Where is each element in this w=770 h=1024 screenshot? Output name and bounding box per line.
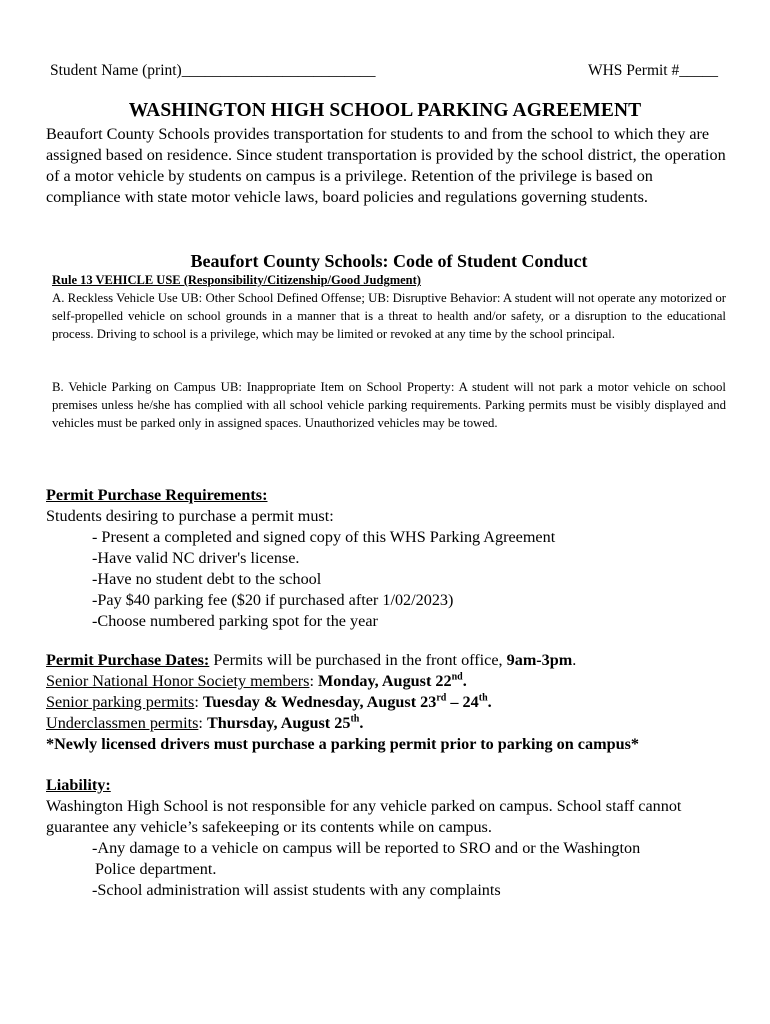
rule-heading: Rule 13 VEHICLE USE (Responsibility/Citizenship/Good Judgment) — [52, 273, 421, 287]
period: . — [487, 693, 492, 711]
nhs-date-suffix: nd — [451, 671, 463, 683]
rule-paragraph-b: B. Vehicle Parking on Campus UB: Inappropriate Item on School Property: A student will not park a motor vehicle on school premises unless he/she has complied with all school vehicle parking requirements. Parking permits must be visibly displayed and vehicles must be parked only in assigned spaces. Unauthorized vehicles may be towed. — [52, 380, 726, 430]
senior-date: Tuesday & Wednesday, August 23 — [202, 693, 437, 711]
underclassmen-date-suffix: th — [350, 713, 360, 725]
requirement-item: -Choose numbered parking spot for the year — [92, 612, 378, 630]
liability-item-continued: Police department. — [95, 860, 217, 878]
underclassmen-label: Underclassmen permits — [46, 714, 199, 732]
intro-paragraph: Beaufort County Schools provides transportation for students to and from the school to which they are assigned based on residence. Since student transportation is provided by the school district, the operation of a motor vehicle by students on campus is a privilege. Retention of the privilege is based on compliance with state motor vehicle laws, board policies and regulations governing students. — [46, 125, 726, 206]
liability-text: Washington High School is not responsible for any vehicle parked on campus. School staff cannot guarantee any vehicle’s safekeeping or its contents while on campus. — [46, 797, 682, 836]
newly-licensed-notice: *Newly licensed drivers must purchase a parking permit prior to parking on campus* — [46, 735, 639, 753]
dates-heading: Permit Purchase Dates: — [46, 651, 210, 669]
requirement-item: - Present a completed and signed copy of this WHS Parking Agreement — [92, 528, 556, 546]
senior-date-suffix: rd — [436, 692, 447, 704]
nhs-date: Monday, August 22 — [318, 672, 452, 690]
requirements-section — [46, 485, 736, 632]
nhs-label: Senior National Honor Society members — [46, 672, 310, 690]
permit-number-field: WHS Permit #_____ — [587, 62, 718, 79]
underclassmen-line — [46, 713, 736, 734]
dates-text: Permits will be purchased in the front office, — [209, 651, 507, 669]
requirements-lead: Students desiring to purchase a permit must: — [46, 507, 334, 525]
senior-date-end-suffix: th — [478, 692, 488, 704]
senior-line — [46, 692, 736, 713]
liability-section — [46, 775, 736, 901]
colon: : — [194, 693, 203, 711]
dates-period: . — [572, 651, 577, 669]
dates-line — [46, 650, 736, 671]
colon: : — [198, 714, 207, 732]
requirement-item: -Have no student debt to the school — [92, 570, 322, 588]
requirement-item: -Have valid NC driver's license. — [92, 549, 300, 567]
office-hours: 9am-3pm — [506, 651, 573, 669]
code-of-conduct-title: Beaufort County Schools: Code of Student Conduct — [190, 251, 588, 271]
student-name-field: Student Name (print)_________________________ — [50, 62, 376, 79]
liability-item: -School administration will assist students with any complaints — [92, 881, 501, 899]
requirements-heading: Permit Purchase Requirements: — [46, 486, 268, 504]
document-title: WASHINGTON HIGH SCHOOL PARKING AGREEMENT — [128, 100, 642, 121]
liability-heading: Liability: — [46, 776, 111, 794]
nhs-line — [46, 671, 736, 692]
liability-item: -Any damage to a vehicle on campus will be reported to SRO and or the Washington — [92, 839, 641, 857]
rule-paragraph-a: A. Reckless Vehicle Use UB: Other School Defined Offense; UB: Disruptive Behavior: A student will not operate any motorized or self-propelled vehicle on school grounds in a manner that is a threat to health and/or safety, or a disruption to the educational process. Driving to school is a privilege, which may be limited or revoked at any time by the school principal. — [52, 291, 726, 341]
colon: : — [309, 672, 318, 690]
period: . — [462, 672, 467, 690]
period: . — [359, 714, 364, 732]
senior-date-end: – 24 — [446, 693, 479, 711]
requirement-item: -Pay $40 parking fee ($20 if purchased after 1/02/2023) — [92, 591, 454, 609]
underclassmen-date: Thursday, August 25 — [206, 714, 351, 732]
senior-label: Senior parking permits — [46, 693, 195, 711]
dates-section — [46, 650, 736, 755]
